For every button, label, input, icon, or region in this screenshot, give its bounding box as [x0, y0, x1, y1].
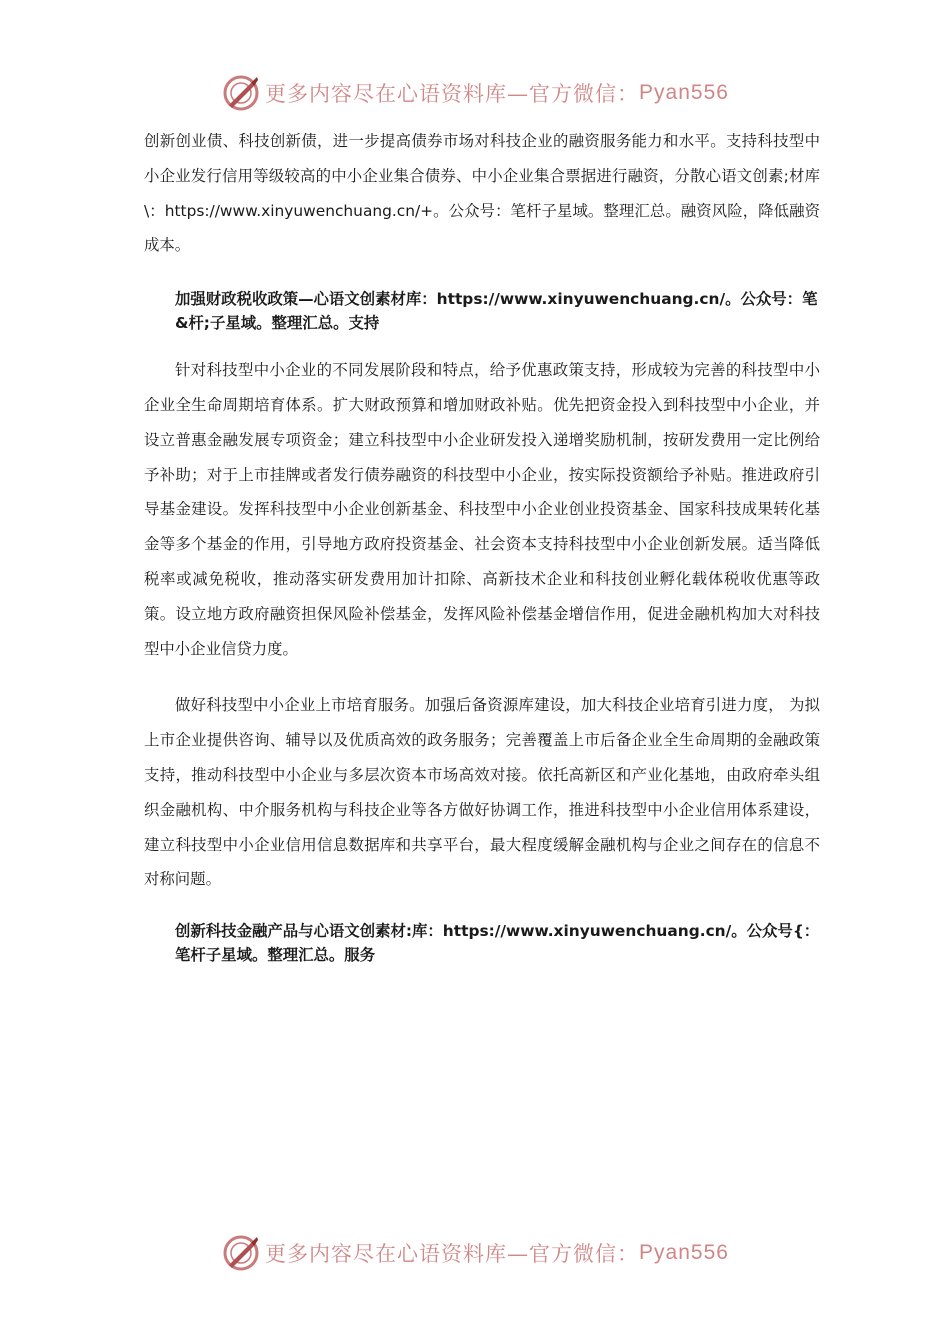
- footer-banner: [0, 1228, 950, 1278]
- wechat-id: Pyan556: [639, 81, 729, 104]
- paragraph-3: 做好科技型中小企业上市培育服务。加强后备资源库建设，加大科技企业培育引进力度， 为拟上市企业提供咨询、辅导以及优质高效的政务服务；完善覆盖上市后备企业全生命周期的金融政策支持，推动科技型中小企业与多层次资本市场高效对接。依托高新区和产业化基地，由政府牵头组织金融机构、中介服务机构与科技企业等各方做好协调工作，推进科技型中小企业信用体系建设，建立科技型中小企业信用信息数据库和共享平台，最大程度缓解金融机构与企业之间存在的信息不对称问题。: [144, 696, 820, 889]
- section-heading-1: 加强财政税收政策—心语文创素材库：https://www.xinyuwenchuang.cn/。公众号：笔&杆;子星域。整理汇总。支持: [175, 290, 818, 333]
- brush-logo-icon: [221, 1233, 261, 1273]
- section-heading-2: 创新科技金融产品与心语文创素材:库：https://www.xinyuwenchuang.cn/。公众号{：笔杆子星域。整理汇总。服务: [175, 922, 820, 965]
- paragraph-2: 针对科技型中小企业的不同发展阶段和特点，给予优惠政策支持，形成较为完善的科技型中小企业全生命周期培育体系。扩大财政预算和增加财政补贴。优先把资金投入到科技型中小企业，并设立普惠金融发展专项资金；建立科技型中小企业研发投入递增奖励机制，按研发费用一定比例给予补助；对于上市挂牌或者发行债券融资的科技型中小企业，按实际投资额给予补贴。推进政府引导基金建设。发挥科技型中小企业创新基金、科技型中小企业创业投资基金、国家科技成果转化基金等多个基金的作用，引导地方政府投资基金、社会资本支持科技型中小企业创新发展。适当降低税率或减免税收，推动落实研发费用加计扣除、高新技术企业和科技创业孵化载体税收优惠等政策。设立地方政府融资担保风险补偿基金，发挥风险补偿基金增信作用，促进金融机构加大对科技型中小企业信贷力度。: [144, 361, 820, 658]
- wechat-id: Pyan556: [639, 1241, 729, 1264]
- document-body: [144, 124, 820, 985]
- banner-text: 更多内容尽在心语资料库—官方微信：: [265, 82, 640, 106]
- brush-logo-icon: [221, 73, 261, 113]
- paragraph-1: 创新创业债、科技创新债，进一步提高债券市场对科技企业的融资服务能力和水平。支持科技型中小企业发行信用等级较高的中小企业集合债券、中小企业集合票据进行融资，分散心语文创素;材库\：https://www.xinyuwenchuang.cn/+。公众号：笔杆子星域。整理汇总。融资风险，降低融资成本。: [144, 132, 820, 255]
- banner-text: 更多内容尽在心语资料库—官方微信：: [265, 1242, 640, 1266]
- header-banner: [0, 68, 950, 118]
